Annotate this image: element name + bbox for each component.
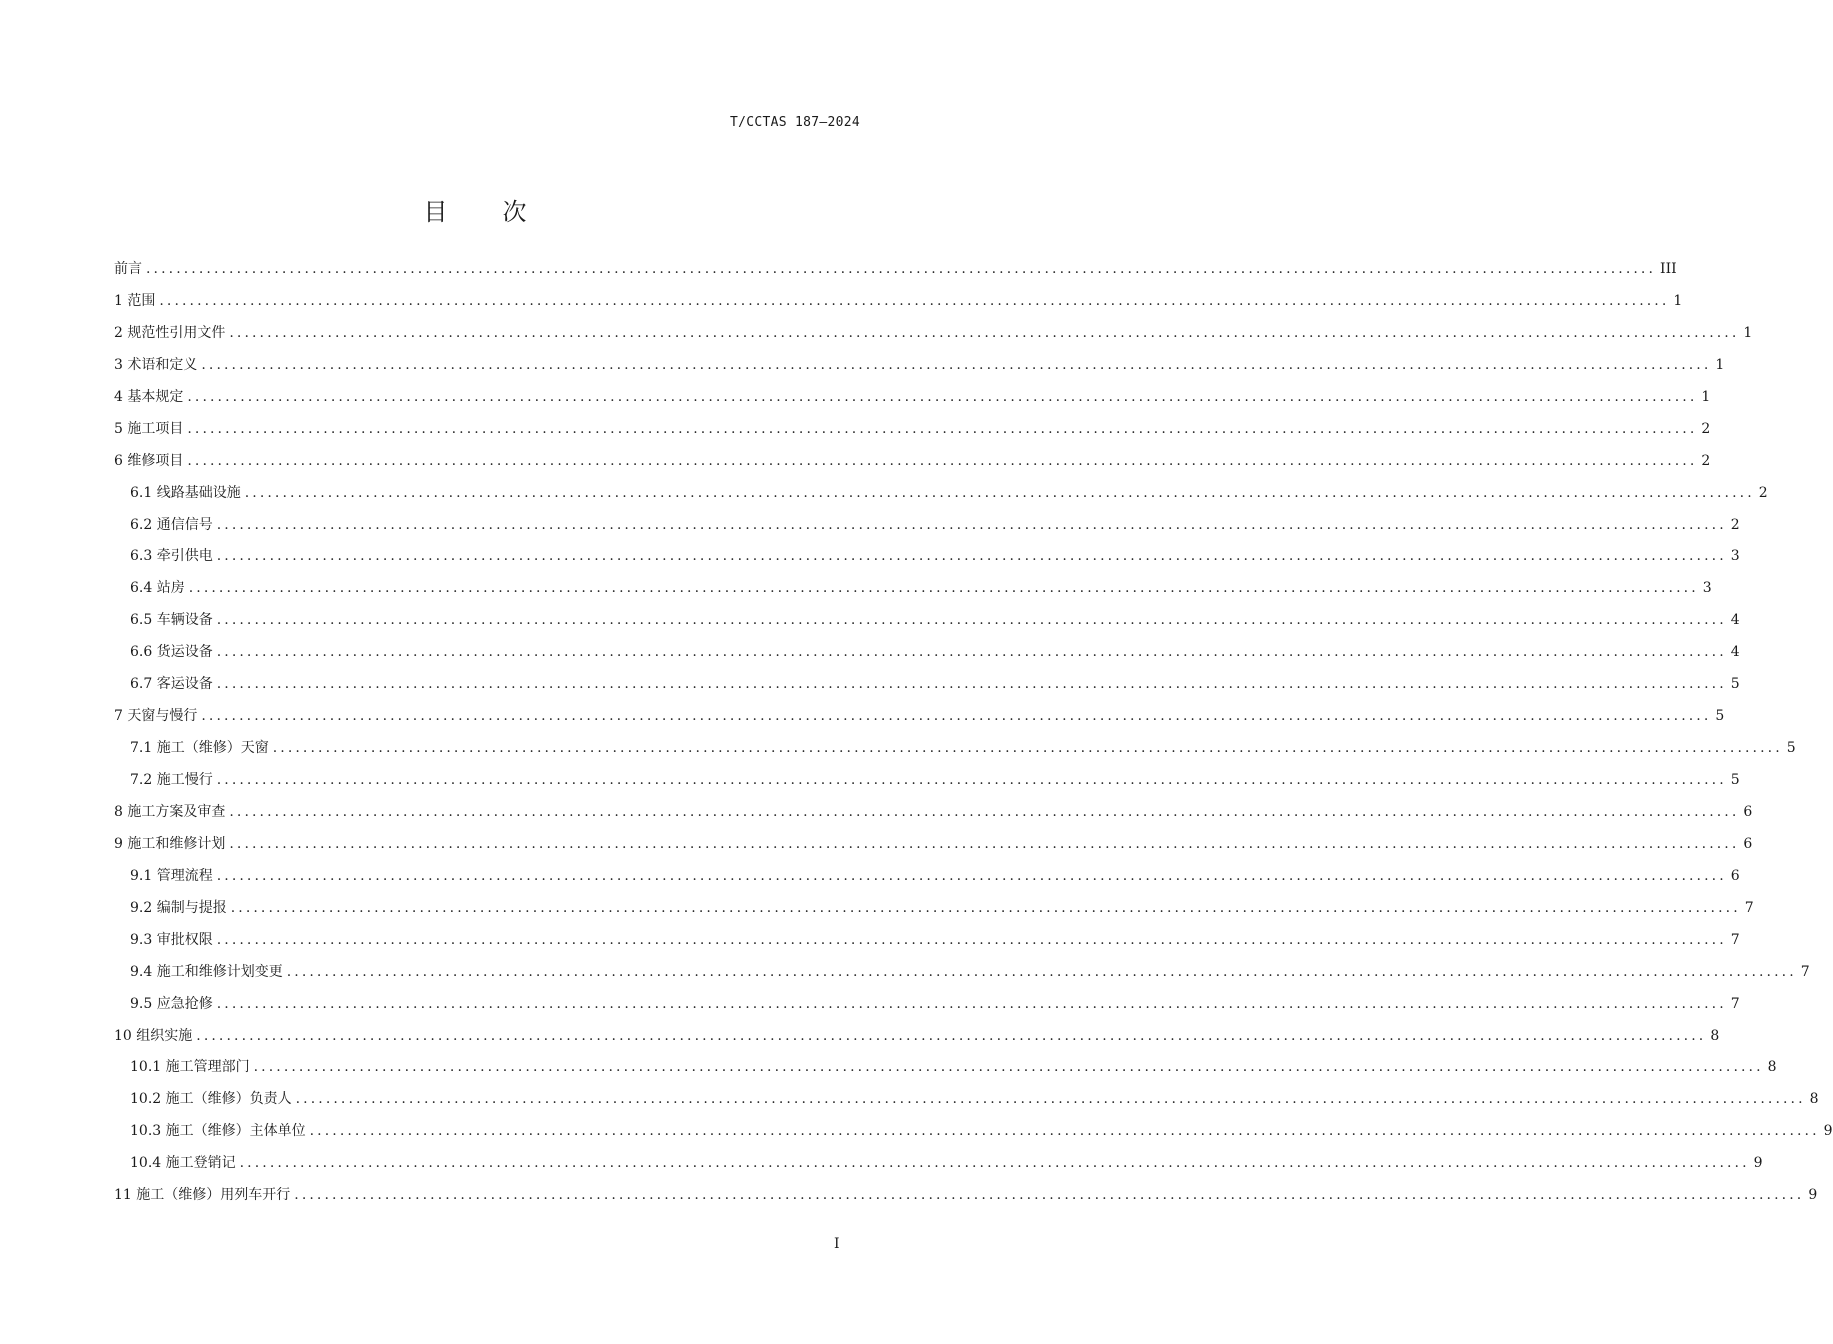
toc-entry[interactable]	[114, 418, 1711, 450]
toc-entry[interactable]	[114, 450, 1711, 482]
toc-entry[interactable]	[114, 577, 1712, 609]
toc-entry-label: 10.3 施工（维修）主体单位	[130, 1123, 306, 1140]
toc-entry-page: 5	[1715, 708, 1725, 725]
toc-entry[interactable]	[114, 354, 1725, 386]
toc-entry-label: 6.4 站房	[130, 580, 185, 597]
toc-entry[interactable]	[114, 641, 1740, 673]
dot-leader: ........................................................................................................................................................................................................	[229, 803, 1740, 820]
toc-entry-label: 5 施工项目	[114, 420, 184, 437]
toc-entry[interactable]	[114, 386, 1711, 418]
toc-entry-page: 7	[1744, 899, 1754, 916]
dot-leader: ........................................................................................................................................................................................................	[229, 324, 1740, 341]
toc-entry-label: 7 天窗与慢行	[114, 708, 198, 725]
dot-leader: ........................................................................................................................................................................................................	[201, 356, 1712, 373]
toc-entry[interactable]	[114, 1152, 1763, 1184]
toc-entry-page: 9	[1808, 1187, 1818, 1204]
dot-leader: ........................................................................................................................................................................................................	[272, 740, 1783, 757]
toc-entry-page: 2	[1701, 452, 1711, 469]
toc-entry-page: 3	[1730, 548, 1740, 565]
toc-entry[interactable]	[114, 322, 1753, 354]
toc-entry-page: 2	[1730, 516, 1740, 533]
toc-entry-page: 7	[1800, 963, 1810, 980]
toc-entry[interactable]	[114, 482, 1768, 514]
toc-entry[interactable]	[114, 961, 1810, 993]
toc-entry-page: 5	[1730, 772, 1740, 788]
toc-entry-page: 7	[1730, 995, 1740, 1012]
toc-entry-label: 6 维修项目	[114, 452, 184, 469]
toc-entry-page: 5	[1730, 676, 1740, 693]
dot-leader: ........................................................................................................................................................................................................	[187, 452, 1698, 469]
toc-entry-page: 4	[1730, 612, 1740, 629]
toc-entry[interactable]	[114, 1184, 1818, 1216]
toc-entry-page: 3	[1702, 580, 1712, 597]
dot-leader: ........................................................................................................................................................................................................	[216, 772, 1727, 788]
toc-entry-page: 8	[1809, 1091, 1819, 1108]
toc-entry-label: 7.1 施工（维修）天窗	[130, 740, 269, 757]
toc-entry-page: 1	[1673, 292, 1683, 309]
dot-leader: ........................................................................................................................................................................................................	[187, 388, 1698, 405]
dot-leader: ........................................................................................................................................................................................................	[216, 644, 1727, 661]
dot-leader: ........................................................................................................................................................................................................	[159, 292, 1670, 309]
toc-entry[interactable]	[114, 545, 1740, 577]
toc-entry[interactable]	[114, 737, 1796, 769]
toc-entry-page: 2	[1701, 420, 1711, 437]
toc-entry-label: 3 术语和定义	[114, 356, 198, 373]
toc-entry-label: 6.2 通信信号	[130, 516, 213, 533]
toc-entry-page: 4	[1730, 644, 1740, 661]
page-title: 目次	[423, 198, 582, 226]
toc-entry-label: 1 范围	[114, 292, 156, 309]
page-number: I	[834, 1236, 840, 1252]
dot-leader: ........................................................................................................................................................................................................	[146, 261, 1657, 277]
toc-entry[interactable]	[114, 929, 1740, 961]
toc-entry-label: 6.3 牵引供电	[130, 548, 213, 565]
toc-entry-label: 4 基本规定	[114, 388, 184, 405]
toc-entry[interactable]	[114, 865, 1740, 897]
toc-entry-label: 7.2 施工慢行	[130, 772, 213, 788]
dot-leader: ........................................................................................................................................................................................................	[216, 676, 1727, 693]
dot-leader: ........................................................................................................................................................................................................	[295, 1091, 1806, 1108]
toc-entry[interactable]	[114, 833, 1753, 865]
toc-entry-label: 9.1 管理流程	[130, 867, 213, 884]
toc-entry-page: 9	[1823, 1123, 1833, 1140]
toc-entry[interactable]	[114, 1120, 1833, 1152]
dot-leader: ........................................................................................................................................................................................................	[187, 420, 1698, 437]
toc-entry-page: 1	[1743, 324, 1753, 341]
dot-leader: ........................................................................................................................................................................................................	[216, 867, 1727, 884]
dot-leader: ........................................................................................................................................................................................................	[216, 931, 1727, 948]
dot-leader: ........................................................................................................................................................................................................	[229, 835, 1740, 852]
toc-entry-page: III	[1660, 261, 1677, 277]
toc-entry-page: 9	[1753, 1155, 1763, 1172]
dot-leader: ........................................................................................................................................................................................................	[196, 1027, 1707, 1044]
dot-leader: ........................................................................................................................................................................................................	[239, 1155, 1750, 1172]
toc-entry-label: 10 组织实施	[114, 1027, 193, 1044]
dot-leader: ........................................................................................................................................................................................................	[286, 963, 1797, 980]
toc-entry-label: 9.3 审批权限	[130, 931, 213, 948]
toc-entry-label: 2 规范性引用文件	[114, 324, 226, 341]
toc-entry[interactable]	[114, 993, 1740, 1025]
dot-leader: ........................................................................................................................................................................................................	[309, 1123, 1820, 1140]
toc-entry[interactable]	[114, 769, 1740, 801]
toc-entry-page: 8	[1710, 1027, 1720, 1044]
toc-entry-page: 6	[1743, 835, 1753, 852]
toc-entry[interactable]	[114, 290, 1683, 322]
toc-entry[interactable]	[114, 609, 1740, 641]
toc-entry-page: 5	[1786, 740, 1796, 757]
toc-entry[interactable]	[114, 705, 1725, 737]
toc-entry[interactable]	[114, 897, 1754, 929]
toc-entry[interactable]	[114, 1056, 1777, 1088]
toc-entry-label: 9 施工和维修计划	[114, 835, 226, 852]
toc-entry[interactable]	[114, 673, 1740, 705]
toc-entry-page: 1	[1715, 356, 1725, 373]
dot-leader: ........................................................................................................................................................................................................	[294, 1187, 1805, 1204]
toc-entry[interactable]	[114, 258, 1677, 290]
dot-leader: ........................................................................................................................................................................................................	[253, 1059, 1764, 1076]
toc-entry-label: 9.5 应急抢修	[130, 995, 213, 1012]
toc-entry[interactable]	[114, 514, 1740, 546]
dot-leader: ........................................................................................................................................................................................................	[201, 708, 1712, 725]
toc-entry-label: 10.4 施工登销记	[130, 1155, 236, 1172]
toc-entry-label: 6.5 车辆设备	[130, 612, 213, 629]
toc-entry-page: 2	[1758, 484, 1768, 501]
dot-leader: ........................................................................................................................................................................................................	[216, 995, 1727, 1012]
toc-entry-page: 7	[1730, 931, 1740, 948]
toc-entry-page: 6	[1730, 867, 1740, 884]
toc-entry-label: 6.7 客运设备	[130, 676, 213, 693]
toc-entry[interactable]	[114, 801, 1753, 833]
toc-entry-label: 前言	[114, 261, 142, 277]
dot-leader: ........................................................................................................................................................................................................	[216, 612, 1727, 629]
toc-entry[interactable]	[114, 1025, 1720, 1057]
toc-entry-label: 10.1 施工管理部门	[130, 1059, 250, 1076]
document-code: T/CCTAS 187—2024	[729, 115, 860, 130]
toc-entry-page: 1	[1701, 388, 1711, 405]
dot-leader: ........................................................................................................................................................................................................	[244, 484, 1755, 501]
dot-leader: ........................................................................................................................................................................................................	[188, 580, 1699, 597]
toc-entry-label: 11 施工（维修）用列车开行	[114, 1187, 291, 1204]
toc-entry-label: 9.4 施工和维修计划变更	[130, 963, 283, 980]
toc-entry-page: 6	[1743, 803, 1753, 820]
toc-entry-label: 8 施工方案及审查	[114, 803, 226, 820]
dot-leader: ........................................................................................................................................................................................................	[230, 899, 1741, 916]
toc-entry-page: 8	[1767, 1059, 1777, 1076]
toc-entry-label: 10.2 施工（维修）负责人	[130, 1091, 292, 1108]
dot-leader: ........................................................................................................................................................................................................	[216, 548, 1727, 565]
toc-entry-label: 6.1 线路基础设施	[130, 484, 241, 501]
toc-entry[interactable]	[114, 1088, 1819, 1120]
toc-entry-label: 6.6 货运设备	[130, 644, 213, 661]
table-of-contents	[114, 258, 1833, 1216]
dot-leader: ........................................................................................................................................................................................................	[216, 516, 1727, 533]
toc-entry-label: 9.2 编制与提报	[130, 899, 227, 916]
